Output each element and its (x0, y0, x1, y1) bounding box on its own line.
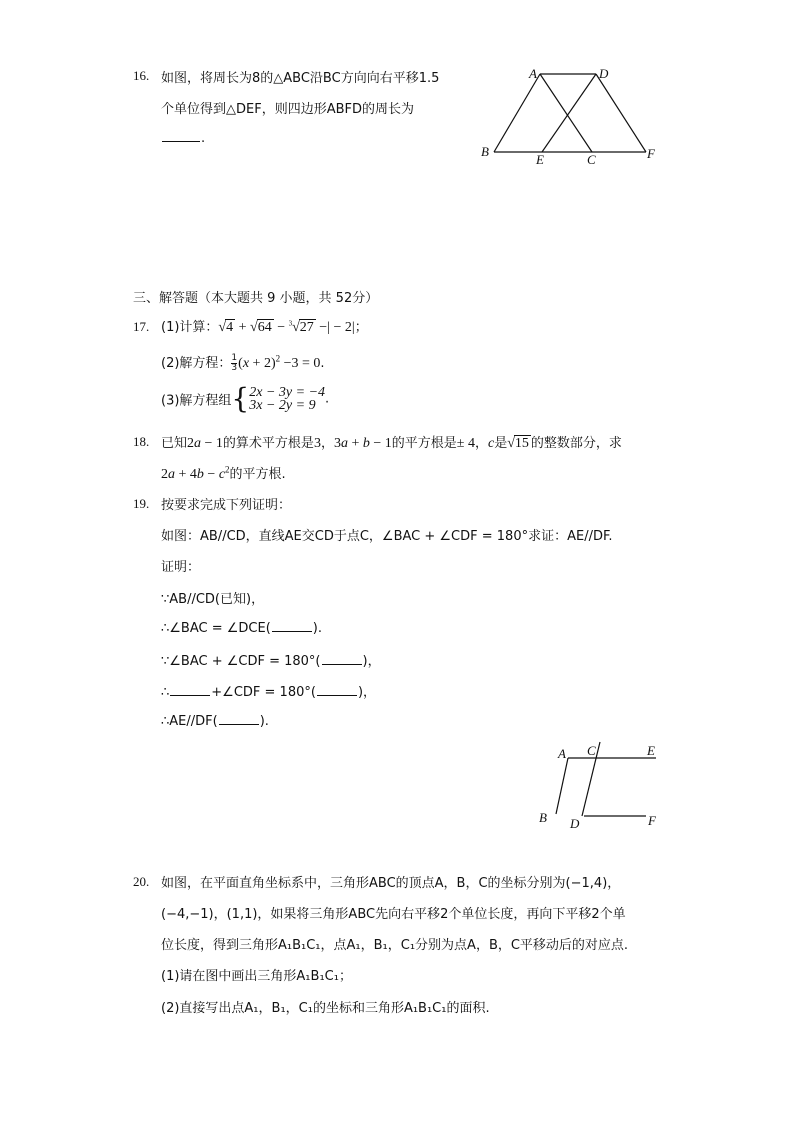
fig16-label-a: A (529, 66, 537, 81)
q20-line1: 如图，在平面直角坐标系中，三角形ABC的顶点A，B，C的坐标分别为(−1,4)， (161, 876, 621, 891)
q20-line2: (−4,−1)，(1,1)，如果将三角形ABC先向右平移2个单位长度，再向下平移2个单 (161, 907, 626, 922)
figure-19-parallel-lines (530, 738, 670, 834)
q19-proof-label: 证明： (161, 560, 201, 575)
figure-16-translation (478, 62, 668, 170)
q20-line5: (2)直接写出点A₁，B₁，C₁的坐标和三角形A₁B₁C₁的面积. (161, 1001, 490, 1016)
q19-step4: ∴ +∠CDF = 180°( )， (161, 685, 377, 700)
q20-line3: 位长度，得到三角形A₁B₁C₁，点A₁，B₁，C₁分别为点A，B，C平移动后的对应点. (161, 938, 629, 953)
q16-line1: 如图，将周长为8的△ABC沿BC方向向右平移1.5 (161, 71, 440, 86)
fig16-label-d: D (599, 66, 609, 81)
q20-line4: (1)请在图中画出三角形A₁B₁C₁； (161, 969, 352, 984)
q19-step1: ∵AB//CD(已知)， (161, 592, 265, 607)
q20-number: 20. (133, 874, 150, 889)
q16-number: 16. (133, 68, 150, 83)
section-title: 三、解答题（本大题共 9 小题，共 52分） (133, 291, 379, 306)
fig19-label-e: E (647, 743, 655, 758)
fig16-label-c: C (587, 152, 596, 167)
q17-eq2: 3x − 2y = 9 (249, 398, 316, 413)
q19-step3: ∵∠BAC + ∠CDF = 180°( )， (161, 654, 381, 669)
fig19-label-f: F (648, 813, 656, 828)
q19-step2: ∴∠BAC = ∠DCE( ). (161, 621, 322, 636)
q18-number: 18. (133, 434, 150, 449)
q18-line2: $2a + 4b - c^2$的平方根. (161, 464, 286, 482)
q16-line2: 个单位得到△DEF，则四边形ABFD的周长为 (161, 102, 414, 117)
fig16-label-f: F (647, 146, 655, 161)
q19-intro: 按要求完成下列证明： (161, 498, 292, 513)
q17-number: 17. (133, 319, 150, 334)
q19-number: 19. (133, 496, 150, 511)
q17-part3: (3)解方程组{ 2x − 3y = −4 3x − 2y = 9 . (161, 382, 330, 415)
q16-answer-blank: . (161, 129, 205, 146)
q19-given: 如图：AB//CD，直线AE交CD于点C，∠BAC + ∠CDF = 180°求证：AE//DF. (161, 529, 613, 544)
fig19-label-c: C (587, 743, 596, 758)
fig16-label-b: B (481, 144, 489, 159)
q17-part2: (2)解方程： $\frac{1}{3}$ $(x + 2)^2 -3 = 0$. (161, 353, 325, 373)
fig19-label-b: B (539, 810, 547, 825)
fig19-label-a: A (558, 746, 566, 761)
q17-part1: (1)计算：√4 + √64 − $^3$√27 −| − 2|； (161, 319, 368, 335)
fig16-label-e: E (536, 152, 544, 167)
q17-eq1: 2x − 3y = −4 (249, 385, 326, 400)
q18-line1: 已知2a − 1的算术平方根是3，3a + b − 1的平方根是± 4，c是√15 的整数部分，求 (161, 436, 622, 451)
fig19-label-d: D (570, 816, 580, 831)
q19-step5: ∴AE//DF( ). (161, 714, 269, 729)
